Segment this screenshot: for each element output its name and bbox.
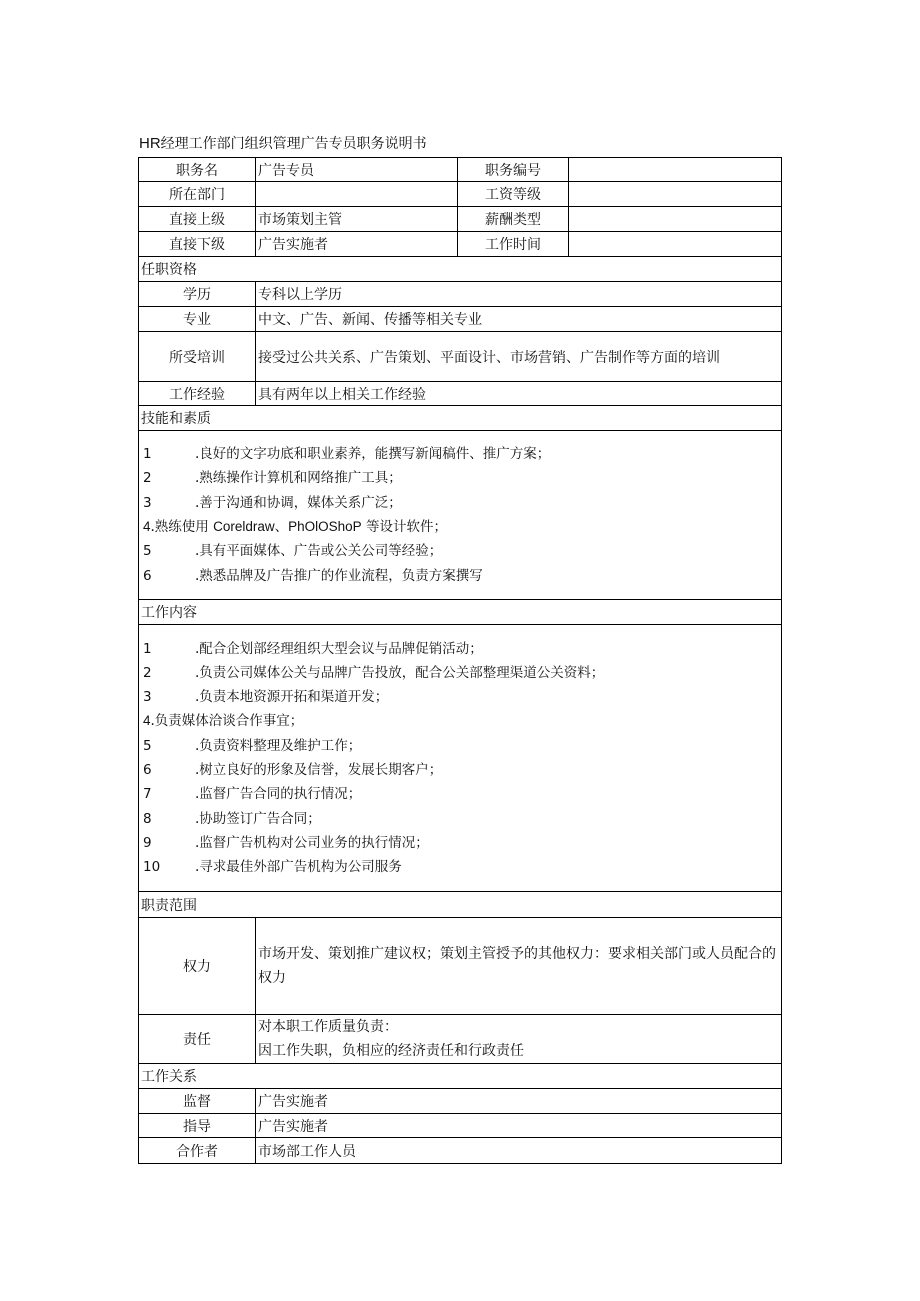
- row-subordinate: [139, 232, 782, 257]
- software-name: PhOlOShoP: [288, 519, 362, 534]
- experience-label: 工作经验: [139, 382, 256, 406]
- list-item: [141, 782, 779, 806]
- list-item: [141, 564, 779, 588]
- row-major: [139, 307, 782, 332]
- training-value: 接受过公共关系、广告策划、平面设计、市场营销、广告制作等方面的培训: [256, 332, 782, 382]
- dept-value: [256, 182, 458, 207]
- list-item: [141, 734, 779, 758]
- authority-label: 权力: [139, 918, 256, 1015]
- job-description-table: [138, 157, 782, 1164]
- work-time-label: 工作时间: [458, 232, 569, 257]
- item-text: .协助签订广告合同；: [195, 810, 321, 827]
- major-value: 中文、广告、新闻、传播等相关专业: [256, 307, 782, 332]
- item-text: .监督广告合同的执行情况；: [195, 786, 362, 803]
- superior-value: 市场策划主管: [256, 207, 458, 232]
- document-title: [139, 133, 427, 153]
- item-text-pre: .熟练使用: [150, 519, 214, 535]
- item-number: 1: [143, 446, 152, 463]
- item-number: 5: [143, 543, 152, 560]
- item-text: .熟悉品牌及广告推广的作业流程，负责方案撰写: [195, 567, 483, 584]
- skills-list: [139, 431, 782, 600]
- software-name: Coreldraw: [213, 519, 275, 534]
- item-number: 10: [143, 859, 161, 876]
- row-job-name: [139, 158, 782, 182]
- list-item: [141, 661, 779, 685]
- wage-label: 工资等级: [458, 182, 569, 207]
- responsibility-line: 因工作失职，负相应的经济责任和行政责任: [258, 1043, 524, 1059]
- item-number: 2: [143, 664, 152, 681]
- item-number: 3: [143, 494, 152, 511]
- title-text: 经理工作部门组织管理广告专员职务说明书: [160, 136, 427, 152]
- section-content: [139, 600, 782, 625]
- item-number: 2: [143, 470, 152, 487]
- row-superior: [139, 207, 782, 232]
- supervise-value: 广告实施者: [256, 1089, 782, 1114]
- item-text: .负责资料整理及维护工作；: [195, 737, 362, 754]
- section-scope: [139, 892, 782, 918]
- responsibility-line: 对本职工作质量负责：: [258, 1019, 398, 1035]
- skills-title: 技能和素质: [139, 406, 782, 431]
- title-prefix: HR: [139, 135, 161, 152]
- item-number: 6: [143, 567, 152, 584]
- responsibility-label: 责任: [139, 1015, 256, 1064]
- superior-label: 直接上级: [139, 207, 256, 232]
- row-training: [139, 332, 782, 382]
- authority-value: 市场开发、策划推广建议权；策划主管授予的其他权力：要求相关部门或人员配合的权力: [256, 918, 782, 1015]
- education-label: 学历: [139, 282, 256, 307]
- row-guide: [139, 1114, 782, 1138]
- job-name-value: 广告专员: [256, 158, 458, 182]
- content-title: 工作内容: [139, 600, 782, 625]
- item-number: 1: [143, 640, 152, 657]
- list-item: [141, 685, 779, 709]
- item-text: .配合企划部经理组织大型会议与品牌促销活动；: [195, 640, 483, 657]
- wage-value: [569, 182, 782, 207]
- experience-value: 具有两年以上相关工作经验: [256, 382, 782, 406]
- content-list: [139, 625, 782, 892]
- relations-title: 工作关系: [139, 1064, 782, 1089]
- job-code-label: 职务编号: [458, 158, 569, 182]
- partner-value: 市场部工作人员: [256, 1138, 782, 1164]
- item-text-mid: 、: [274, 519, 289, 535]
- major-label: 专业: [139, 307, 256, 332]
- training-label: 所受培训: [139, 332, 256, 382]
- list-item: [141, 491, 779, 515]
- item-text: .良好的文字功底和职业素养，能撰写新闻稿件、推广方案；: [195, 446, 551, 463]
- list-item: [141, 442, 779, 466]
- item-text: .负责公司媒体公关与品牌广告投放，配合公关部整理渠道公关资料；: [195, 664, 605, 681]
- item-text: .监督广告机构对公司业务的执行情况；: [195, 834, 429, 851]
- partner-label: 合作者: [139, 1138, 256, 1164]
- row-education: [139, 282, 782, 307]
- job-code-value: [569, 158, 782, 182]
- row-partner: [139, 1138, 782, 1164]
- item-number: 7: [143, 786, 152, 803]
- list-item: [141, 539, 779, 563]
- job-name-label: 职务名: [139, 158, 256, 182]
- item-number: 4: [143, 713, 151, 729]
- row-experience: [139, 382, 782, 406]
- item-number: 6: [143, 762, 152, 778]
- salary-type-label: 薪酬类型: [458, 207, 569, 232]
- dept-label: 所在部门: [139, 182, 256, 207]
- education-value: 专科以上学历: [256, 282, 782, 307]
- row-skills-list: [139, 431, 782, 600]
- list-item: [141, 637, 779, 661]
- guide-value: 广告实施者: [256, 1114, 782, 1138]
- item-text: [143, 515, 447, 539]
- item-text: .熟练操作计算机和网络推广工具；: [195, 470, 402, 487]
- row-content-list: [139, 625, 782, 892]
- supervise-label: 监督: [139, 1089, 256, 1114]
- item-number: 3: [143, 689, 152, 706]
- row-department: [139, 182, 782, 207]
- salary-type-value: [569, 207, 782, 232]
- item-text: .寻求最佳外部广告机构为公司服务: [195, 859, 402, 876]
- scope-title: 职责范围: [139, 892, 782, 918]
- list-item: [141, 709, 779, 733]
- list-item: [141, 466, 779, 490]
- item-text: .具有平面媒体、广告或公关公司等经验；: [195, 543, 443, 560]
- row-supervise: [139, 1089, 782, 1114]
- work-time-value: [569, 232, 782, 257]
- row-authority: [139, 918, 782, 1015]
- list-item: [141, 758, 779, 782]
- item-text-body: .负责媒体洽谈合作事宜；: [150, 713, 304, 730]
- list-item: [141, 807, 779, 831]
- responsibility-value: [256, 1015, 782, 1064]
- section-relations: [139, 1064, 782, 1089]
- row-responsibility: [139, 1015, 782, 1064]
- item-text: .善于沟通和协调，媒体关系广泛；: [195, 494, 402, 511]
- item-text: .树立良好的形象及信誉，发展长期客户；: [195, 762, 443, 778]
- section-qualifications: [139, 257, 782, 282]
- qualifications-title: 任职资格: [139, 257, 782, 282]
- item-number: 5: [143, 737, 152, 754]
- item-number: 9: [143, 834, 152, 851]
- section-skills: [139, 406, 782, 431]
- subordinate-value: 广告实施者: [256, 232, 458, 257]
- list-item: [141, 515, 779, 539]
- item-number: 8: [143, 810, 152, 827]
- item-text: [143, 709, 303, 733]
- list-item: [141, 855, 779, 879]
- list-item: [141, 831, 779, 855]
- subordinate-label: 直接下级: [139, 232, 256, 257]
- guide-label: 指导: [139, 1114, 256, 1138]
- item-number: 4: [143, 519, 151, 534]
- item-text: .负责本地资源开拓和渠道开发；: [195, 689, 389, 706]
- item-text-post: 等设计软件；: [361, 519, 447, 535]
